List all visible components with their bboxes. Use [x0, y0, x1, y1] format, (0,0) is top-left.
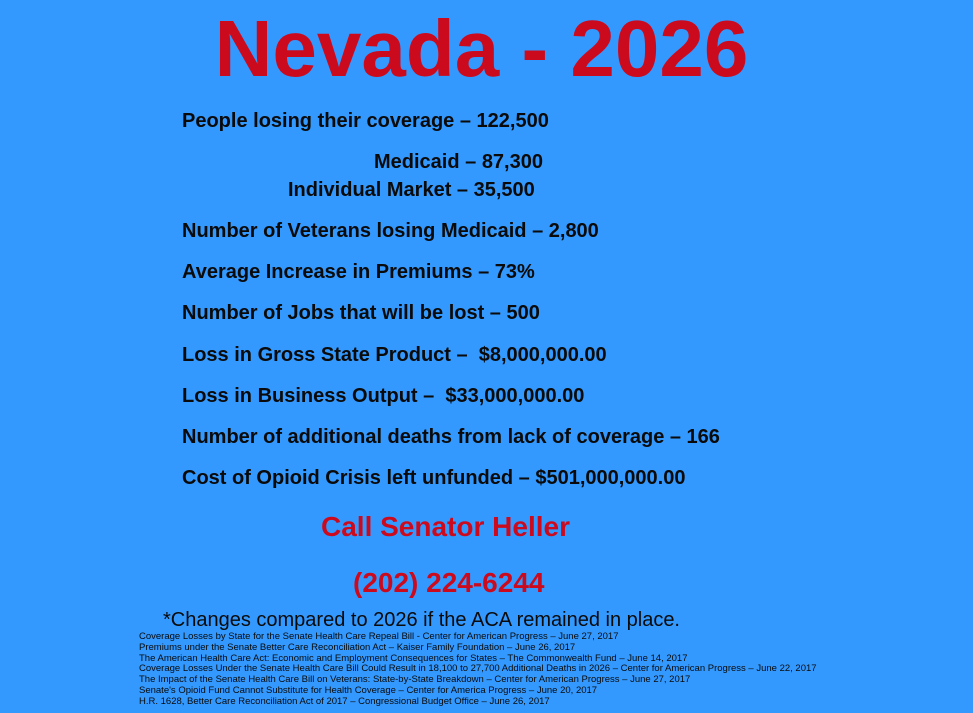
sources-list	[139, 632, 817, 708]
stat-individual-market: Individual Market – 35,500	[288, 179, 535, 201]
call-senator-text: Call Senator Heller	[321, 511, 570, 542]
source-item: The American Health Care Act: Economic and Employment Consequences for States – The Commonwealth Fund – June 14, 2017	[139, 652, 688, 664]
stat-jobs: Number of Jobs that will be lost – 500	[182, 302, 540, 324]
stat-opioid: Cost of Opioid Crisis left unfunded – $501,000,000.00	[182, 467, 686, 489]
page-title: Nevada - 2026	[214, 4, 749, 93]
source-item: Coverage Losses by State for the Senate Health Care Repeal Bill - Center for American Progress – June 27, 2017	[139, 631, 619, 642]
source-item: Premiums under the Senate Better Care Reconciliation Act – Kaiser Family Foundation – June 26, 2017	[139, 641, 576, 653]
stat-medicaid: Medicaid – 87,300	[374, 151, 543, 173]
source-item: H.R. 1628, Better Care Reconciliation Act of 2017 – Congressional Budget Office – June 26, 2017	[139, 695, 550, 707]
footnote: *Changes compared to 2026 if the ACA remained in place.	[163, 609, 680, 631]
source-item: The Impact of the Senate Health Care Bill on Veterans: State-by-State Breakdown – Center for American Progress – June 27, 2017	[139, 674, 691, 686]
stat-gross-state-product: Loss in Gross State Product – $8,000,000.00	[182, 344, 607, 366]
source-item: Coverage Losses Under the Senate Health Care Bill Could Result in 18,100 to 27,700 Additional Deaths in 2026 – Center for American Progress – June 22, 2017	[139, 663, 817, 675]
stat-premiums: Average Increase in Premiums – 73%	[182, 261, 535, 283]
stat-veterans: Number of Veterans losing Medicaid – 2,800	[182, 220, 599, 242]
phone-number: (202) 224-6244	[353, 567, 545, 598]
source-item: Senate's Opioid Fund Cannot Substitute for Health Coverage – Center for America Progress – June 20, 2017	[139, 684, 598, 696]
stat-coverage-loss: People losing their coverage – 122,500	[182, 110, 549, 132]
stat-deaths: Number of additional deaths from lack of coverage – 166	[182, 426, 720, 448]
stat-business-output: Loss in Business Output – $33,000,000.00	[182, 385, 585, 407]
